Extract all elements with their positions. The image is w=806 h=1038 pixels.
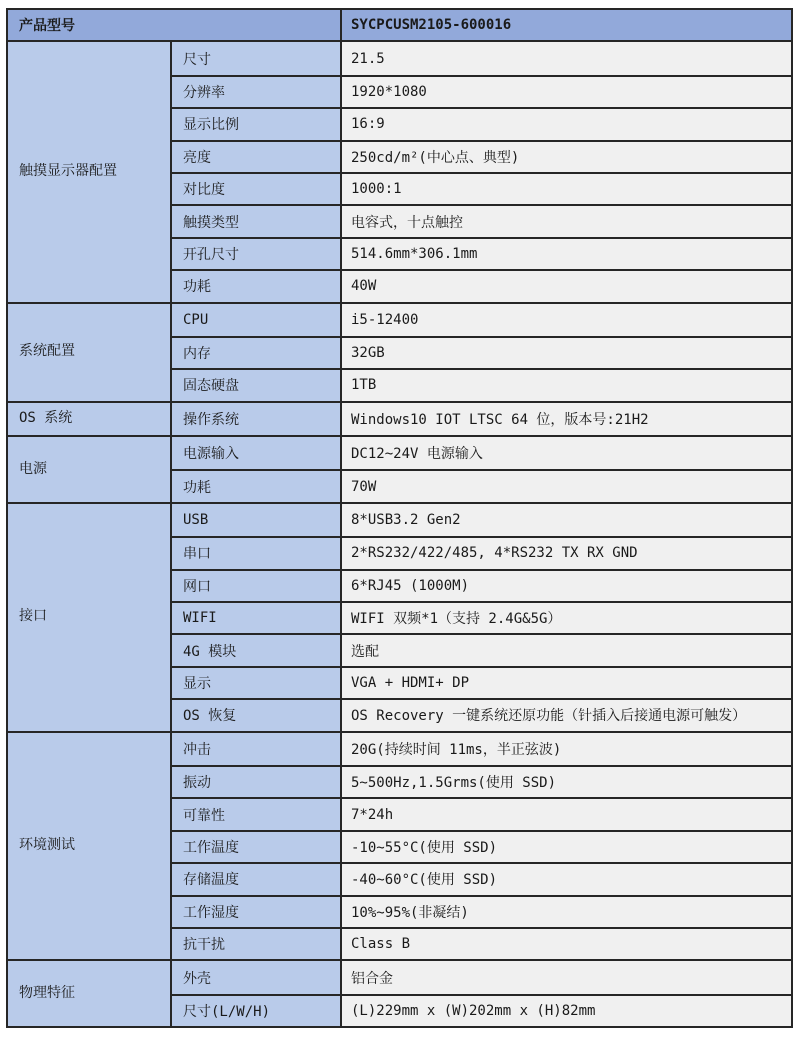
spec-row xyxy=(172,469,791,501)
table-header-row xyxy=(8,10,791,42)
spec-value-cell: 1TB xyxy=(342,370,791,400)
spec-name-cell: 亮度 xyxy=(172,142,342,172)
spec-name-cell: 分辨率 xyxy=(172,77,342,107)
spec-row xyxy=(172,601,791,633)
table-header-value: SYCPCUSM2105-600016 xyxy=(351,17,512,34)
spec-value-cell: 2*RS232/422/485, 4*RS232 TX RX GND xyxy=(342,538,791,568)
spec-row xyxy=(172,172,791,204)
spec-value-cell: DC12~24V 电源输入 xyxy=(342,437,791,469)
spec-name-cell: WIFI xyxy=(172,603,342,633)
spec-name-cell: 网口 xyxy=(172,571,342,601)
spec-name-cell: 电源输入 xyxy=(172,437,342,469)
spec-value-cell: 32GB xyxy=(342,338,791,368)
spec-category-cell: OS 系统 xyxy=(8,403,172,435)
spec-row xyxy=(172,927,791,959)
spec-row xyxy=(172,633,791,665)
spec-name-cell: USB xyxy=(172,504,342,536)
spec-row xyxy=(172,140,791,172)
spec-row xyxy=(172,994,791,1026)
spec-value-cell: 1000:1 xyxy=(342,174,791,204)
spec-name-cell: 冲击 xyxy=(172,733,342,765)
spec-row xyxy=(172,765,791,797)
spec-value-cell: 70W xyxy=(342,471,791,501)
spec-category-cell: 接口 xyxy=(8,504,172,731)
spec-value-cell: 40W xyxy=(342,271,791,301)
spec-value-cell: 8*USB3.2 Gen2 xyxy=(342,504,791,536)
spec-name-cell: 4G 模块 xyxy=(172,635,342,665)
spec-name-cell: CPU xyxy=(172,304,342,336)
spec-value-cell: Windows10 IOT LTSC 64 位，版本号:21H2 xyxy=(342,403,791,435)
spec-row xyxy=(172,75,791,107)
spec-value-cell: 16:9 xyxy=(342,109,791,139)
spec-rows xyxy=(172,961,791,1026)
spec-name-cell: 触摸类型 xyxy=(172,206,342,236)
spec-name-cell: 振动 xyxy=(172,767,342,797)
spec-name-cell: 存储温度 xyxy=(172,864,342,894)
spec-value-cell: 514.6mm*306.1mm xyxy=(342,239,791,269)
spec-value-cell: -10~55°C(使用 SSD) xyxy=(342,832,791,862)
spec-row xyxy=(172,797,791,829)
spec-value-cell: 6*RJ45 (1000M) xyxy=(342,571,791,601)
spec-row xyxy=(172,536,791,568)
spec-rows xyxy=(172,733,791,960)
spec-section xyxy=(8,401,791,435)
spec-value-cell: 1920*1080 xyxy=(342,77,791,107)
spec-row xyxy=(172,304,791,336)
spec-name-cell: 尺寸 xyxy=(172,42,342,74)
spec-name-cell: 工作温度 xyxy=(172,832,342,862)
spec-row xyxy=(172,204,791,236)
spec-name-cell: 开孔尺寸 xyxy=(172,239,342,269)
spec-value-cell: 7*24h xyxy=(342,799,791,829)
spec-value-cell: 5~500Hz,1.5Grms(使用 SSD) xyxy=(342,767,791,797)
spec-rows xyxy=(172,437,791,502)
spec-value-cell: 铝合金 xyxy=(342,961,791,993)
spec-name-cell: 对比度 xyxy=(172,174,342,204)
spec-rows xyxy=(172,42,791,301)
spec-name-cell: 串口 xyxy=(172,538,342,568)
spec-row xyxy=(172,269,791,301)
spec-row xyxy=(172,569,791,601)
spec-name-cell: 工作湿度 xyxy=(172,897,342,927)
spec-category-cell: 物理特征 xyxy=(8,961,172,1026)
spec-value-cell: -40~60°C(使用 SSD) xyxy=(342,864,791,894)
spec-value-cell: Class B xyxy=(342,929,791,959)
spec-name-cell: 显示 xyxy=(172,668,342,698)
spec-row xyxy=(172,336,791,368)
spec-name-cell: 外壳 xyxy=(172,961,342,993)
spec-row xyxy=(172,666,791,698)
spec-section xyxy=(8,42,791,301)
spec-row xyxy=(172,733,791,765)
spec-row xyxy=(172,437,791,469)
spec-value-cell: 电容式，十点触控 xyxy=(342,206,791,236)
spec-row xyxy=(172,698,791,730)
spec-value-cell: WIFI 双频*1（支持 2.4G&5G） xyxy=(342,603,791,633)
spec-value-cell: OS Recovery 一键系统还原功能（针插入后接通电源可触发） xyxy=(342,700,791,730)
spec-name-cell: 功耗 xyxy=(172,471,342,501)
spec-name-cell: 抗干扰 xyxy=(172,929,342,959)
spec-value-cell: 20G(持续时间 11ms，半正弦波) xyxy=(342,733,791,765)
spec-sections xyxy=(8,42,791,1026)
spec-value-cell: VGA + HDMI+ DP xyxy=(342,668,791,698)
spec-section xyxy=(8,959,791,1026)
spec-section xyxy=(8,302,791,401)
spec-row xyxy=(172,961,791,993)
spec-row xyxy=(172,504,791,536)
table-header-label: 产品型号 xyxy=(8,10,342,40)
spec-value-cell: 250cd/m²(中心点、典型) xyxy=(342,142,791,172)
spec-name-cell: OS 恢复 xyxy=(172,700,342,730)
spec-section xyxy=(8,731,791,960)
spec-rows xyxy=(172,403,791,435)
spec-value-cell: i5-12400 xyxy=(342,304,791,336)
spec-rows xyxy=(172,504,791,731)
spec-row xyxy=(172,862,791,894)
spec-rows xyxy=(172,304,791,401)
spec-name-cell: 操作系统 xyxy=(172,403,342,435)
spec-name-cell: 固态硬盘 xyxy=(172,370,342,400)
product-spec-table xyxy=(6,8,793,1028)
spec-category-cell: 电源 xyxy=(8,437,172,502)
spec-section xyxy=(8,435,791,502)
spec-category-cell: 系统配置 xyxy=(8,304,172,401)
spec-row xyxy=(172,42,791,74)
spec-category-cell: 触摸显示器配置 xyxy=(8,42,172,301)
spec-row xyxy=(172,403,791,435)
spec-name-cell: 显示比例 xyxy=(172,109,342,139)
spec-row xyxy=(172,368,791,400)
spec-name-cell: 尺寸(L/W/H) xyxy=(172,996,342,1026)
spec-name-cell: 内存 xyxy=(172,338,342,368)
spec-section xyxy=(8,502,791,731)
spec-row xyxy=(172,830,791,862)
spec-value-cell: 21.5 xyxy=(342,42,791,74)
spec-value-cell: 选配 xyxy=(342,635,791,665)
spec-value-cell: 10%~95%(非凝结) xyxy=(342,897,791,927)
spec-row xyxy=(172,107,791,139)
spec-name-cell: 功耗 xyxy=(172,271,342,301)
spec-row xyxy=(172,237,791,269)
spec-category-cell: 环境测试 xyxy=(8,733,172,960)
spec-name-cell: 可靠性 xyxy=(172,799,342,829)
spec-row xyxy=(172,895,791,927)
spec-value-cell: (L)229mm x (W)202mm x (H)82mm xyxy=(342,996,791,1026)
